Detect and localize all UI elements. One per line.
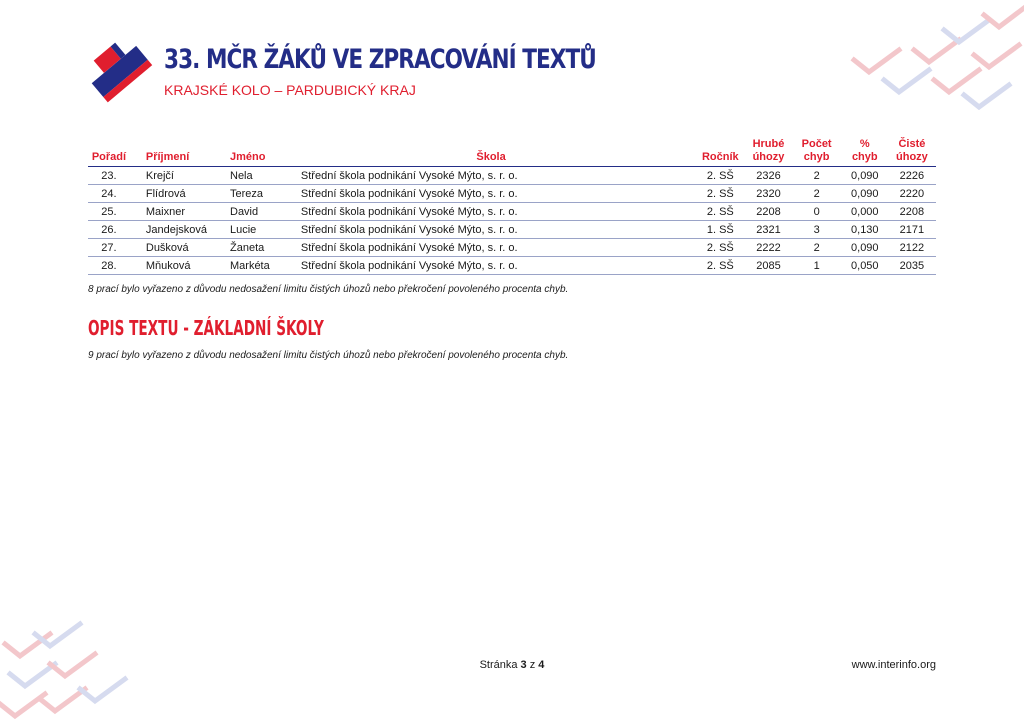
- section-title: OPIS TEXTU - ZÁKLADNÍ ŠKOLY: [88, 316, 324, 340]
- cell-hrube-uhozy: 2321: [745, 221, 791, 239]
- header-hrube-uhozy: Hrubé úhozy: [745, 138, 791, 167]
- cell-skola: Střední škola podnikání Vysoké Mýto, s. r. o.: [287, 185, 695, 203]
- decorative-chevrons-top-right: [824, 0, 1024, 110]
- cell-prijmeni: Dušková: [130, 239, 222, 257]
- cell-skola: Střední škola podnikání Vysoké Mýto, s. r. o.: [287, 239, 695, 257]
- cell-skola: Střední škola podnikání Vysoké Mýto, s. r. o.: [287, 257, 695, 275]
- cell-poradi: 24.: [88, 185, 130, 203]
- cell-rocnik: 2. SŠ: [695, 257, 745, 275]
- header-poradi: Pořadí: [88, 138, 130, 167]
- cell-ciste-uhozy: 2208: [888, 203, 936, 221]
- cell-rocnik: 2. SŠ: [695, 185, 745, 203]
- cell-pocet-chyb: 0: [792, 203, 842, 221]
- cell-procento-chyb: 0,050: [842, 257, 888, 275]
- cell-ciste-uhozy: 2171: [888, 221, 936, 239]
- cell-hrube-uhozy: 2320: [745, 185, 791, 203]
- table-row: [88, 221, 936, 239]
- cell-jmeno: Žaneta: [222, 239, 287, 257]
- header-pocet-chyb: Počet chyb: [792, 138, 842, 167]
- table-row: [88, 185, 936, 203]
- cell-poradi: 23.: [88, 167, 130, 185]
- cell-prijmeni: Jandejsková: [130, 221, 222, 239]
- cell-ciste-uhozy: 2122: [888, 239, 936, 257]
- cell-hrube-uhozy: 2208: [745, 203, 791, 221]
- header-ciste-uhozy: Čisté úhozy: [888, 138, 936, 167]
- table-row: [88, 257, 936, 275]
- cell-hrube-uhozy: 2085: [745, 257, 791, 275]
- footer-url: www.interinfo.org: [851, 659, 936, 671]
- cell-pocet-chyb: 3: [792, 221, 842, 239]
- table-row: [88, 167, 936, 185]
- cell-skola: Střední škola podnikání Vysoké Mýto, s. r. o.: [287, 221, 695, 239]
- cell-ciste-uhozy: 2220: [888, 185, 936, 203]
- cell-hrube-uhozy: 2222: [745, 239, 791, 257]
- table-header-row: [88, 138, 936, 167]
- results-table: [88, 138, 936, 275]
- cell-poradi: 25.: [88, 203, 130, 221]
- page-title: 33. MČR ŽÁKŮ VE ZPRACOVÁNÍ TEXTŮ: [164, 44, 596, 75]
- header-jmeno: Jméno: [222, 138, 287, 167]
- cell-ciste-uhozy: 2226: [888, 167, 936, 185]
- table-row: [88, 203, 936, 221]
- cell-prijmeni: Maixner: [130, 203, 222, 221]
- cell-skola: Střední škola podnikání Vysoké Mýto, s. r. o.: [287, 167, 695, 185]
- cell-pocet-chyb: 2: [792, 167, 842, 185]
- disqualified-note-zs: 9 prací bylo vyřazeno z důvodu nedosažení limitu čistých úhozů nebo překročení povoleného procenta chyb.: [88, 350, 569, 361]
- cell-prijmeni: Flídrová: [130, 185, 222, 203]
- cell-poradi: 28.: [88, 257, 130, 275]
- table-row: [88, 239, 936, 257]
- cell-jmeno: Lucie: [222, 221, 287, 239]
- header-rocnik: Ročník: [695, 138, 745, 167]
- cell-pocet-chyb: 1: [792, 257, 842, 275]
- cell-rocnik: 2. SŠ: [695, 203, 745, 221]
- cell-procento-chyb: 0,090: [842, 239, 888, 257]
- cell-procento-chyb: 0,090: [842, 185, 888, 203]
- header-skola: Škola: [287, 138, 695, 167]
- cell-prijmeni: Mňuková: [130, 257, 222, 275]
- disqualified-note-ss: 8 prací bylo vyřazeno z důvodu nedosažení limitu čistých úhozů nebo překročení povoleného procenta chyb.: [88, 284, 569, 295]
- interinfo-logo: [86, 40, 156, 106]
- cell-jmeno: Markéta: [222, 257, 287, 275]
- cell-hrube-uhozy: 2326: [745, 167, 791, 185]
- cell-rocnik: 2. SŠ: [695, 239, 745, 257]
- cell-skola: Střední škola podnikání Vysoké Mýto, s. r. o.: [287, 203, 695, 221]
- cell-poradi: 26.: [88, 221, 130, 239]
- cell-jmeno: Nela: [222, 167, 287, 185]
- cell-jmeno: David: [222, 203, 287, 221]
- header-procento-chyb: % chyb: [842, 138, 888, 167]
- page-subtitle: KRAJSKÉ KOLO – PARDUBICKÝ KRAJ: [164, 82, 416, 98]
- cell-pocet-chyb: 2: [792, 239, 842, 257]
- header-prijmeni: Příjmení: [130, 138, 222, 167]
- cell-prijmeni: Krejčí: [130, 167, 222, 185]
- cell-rocnik: 1. SŠ: [695, 221, 745, 239]
- cell-procento-chyb: 0,130: [842, 221, 888, 239]
- page-number: Stránka 3 z 4: [479, 659, 545, 671]
- cell-rocnik: 2. SŠ: [695, 167, 745, 185]
- cell-procento-chyb: 0,090: [842, 167, 888, 185]
- cell-ciste-uhozy: 2035: [888, 257, 936, 275]
- cell-jmeno: Tereza: [222, 185, 287, 203]
- cell-procento-chyb: 0,000: [842, 203, 888, 221]
- cell-pocet-chyb: 2: [792, 185, 842, 203]
- cell-poradi: 27.: [88, 239, 130, 257]
